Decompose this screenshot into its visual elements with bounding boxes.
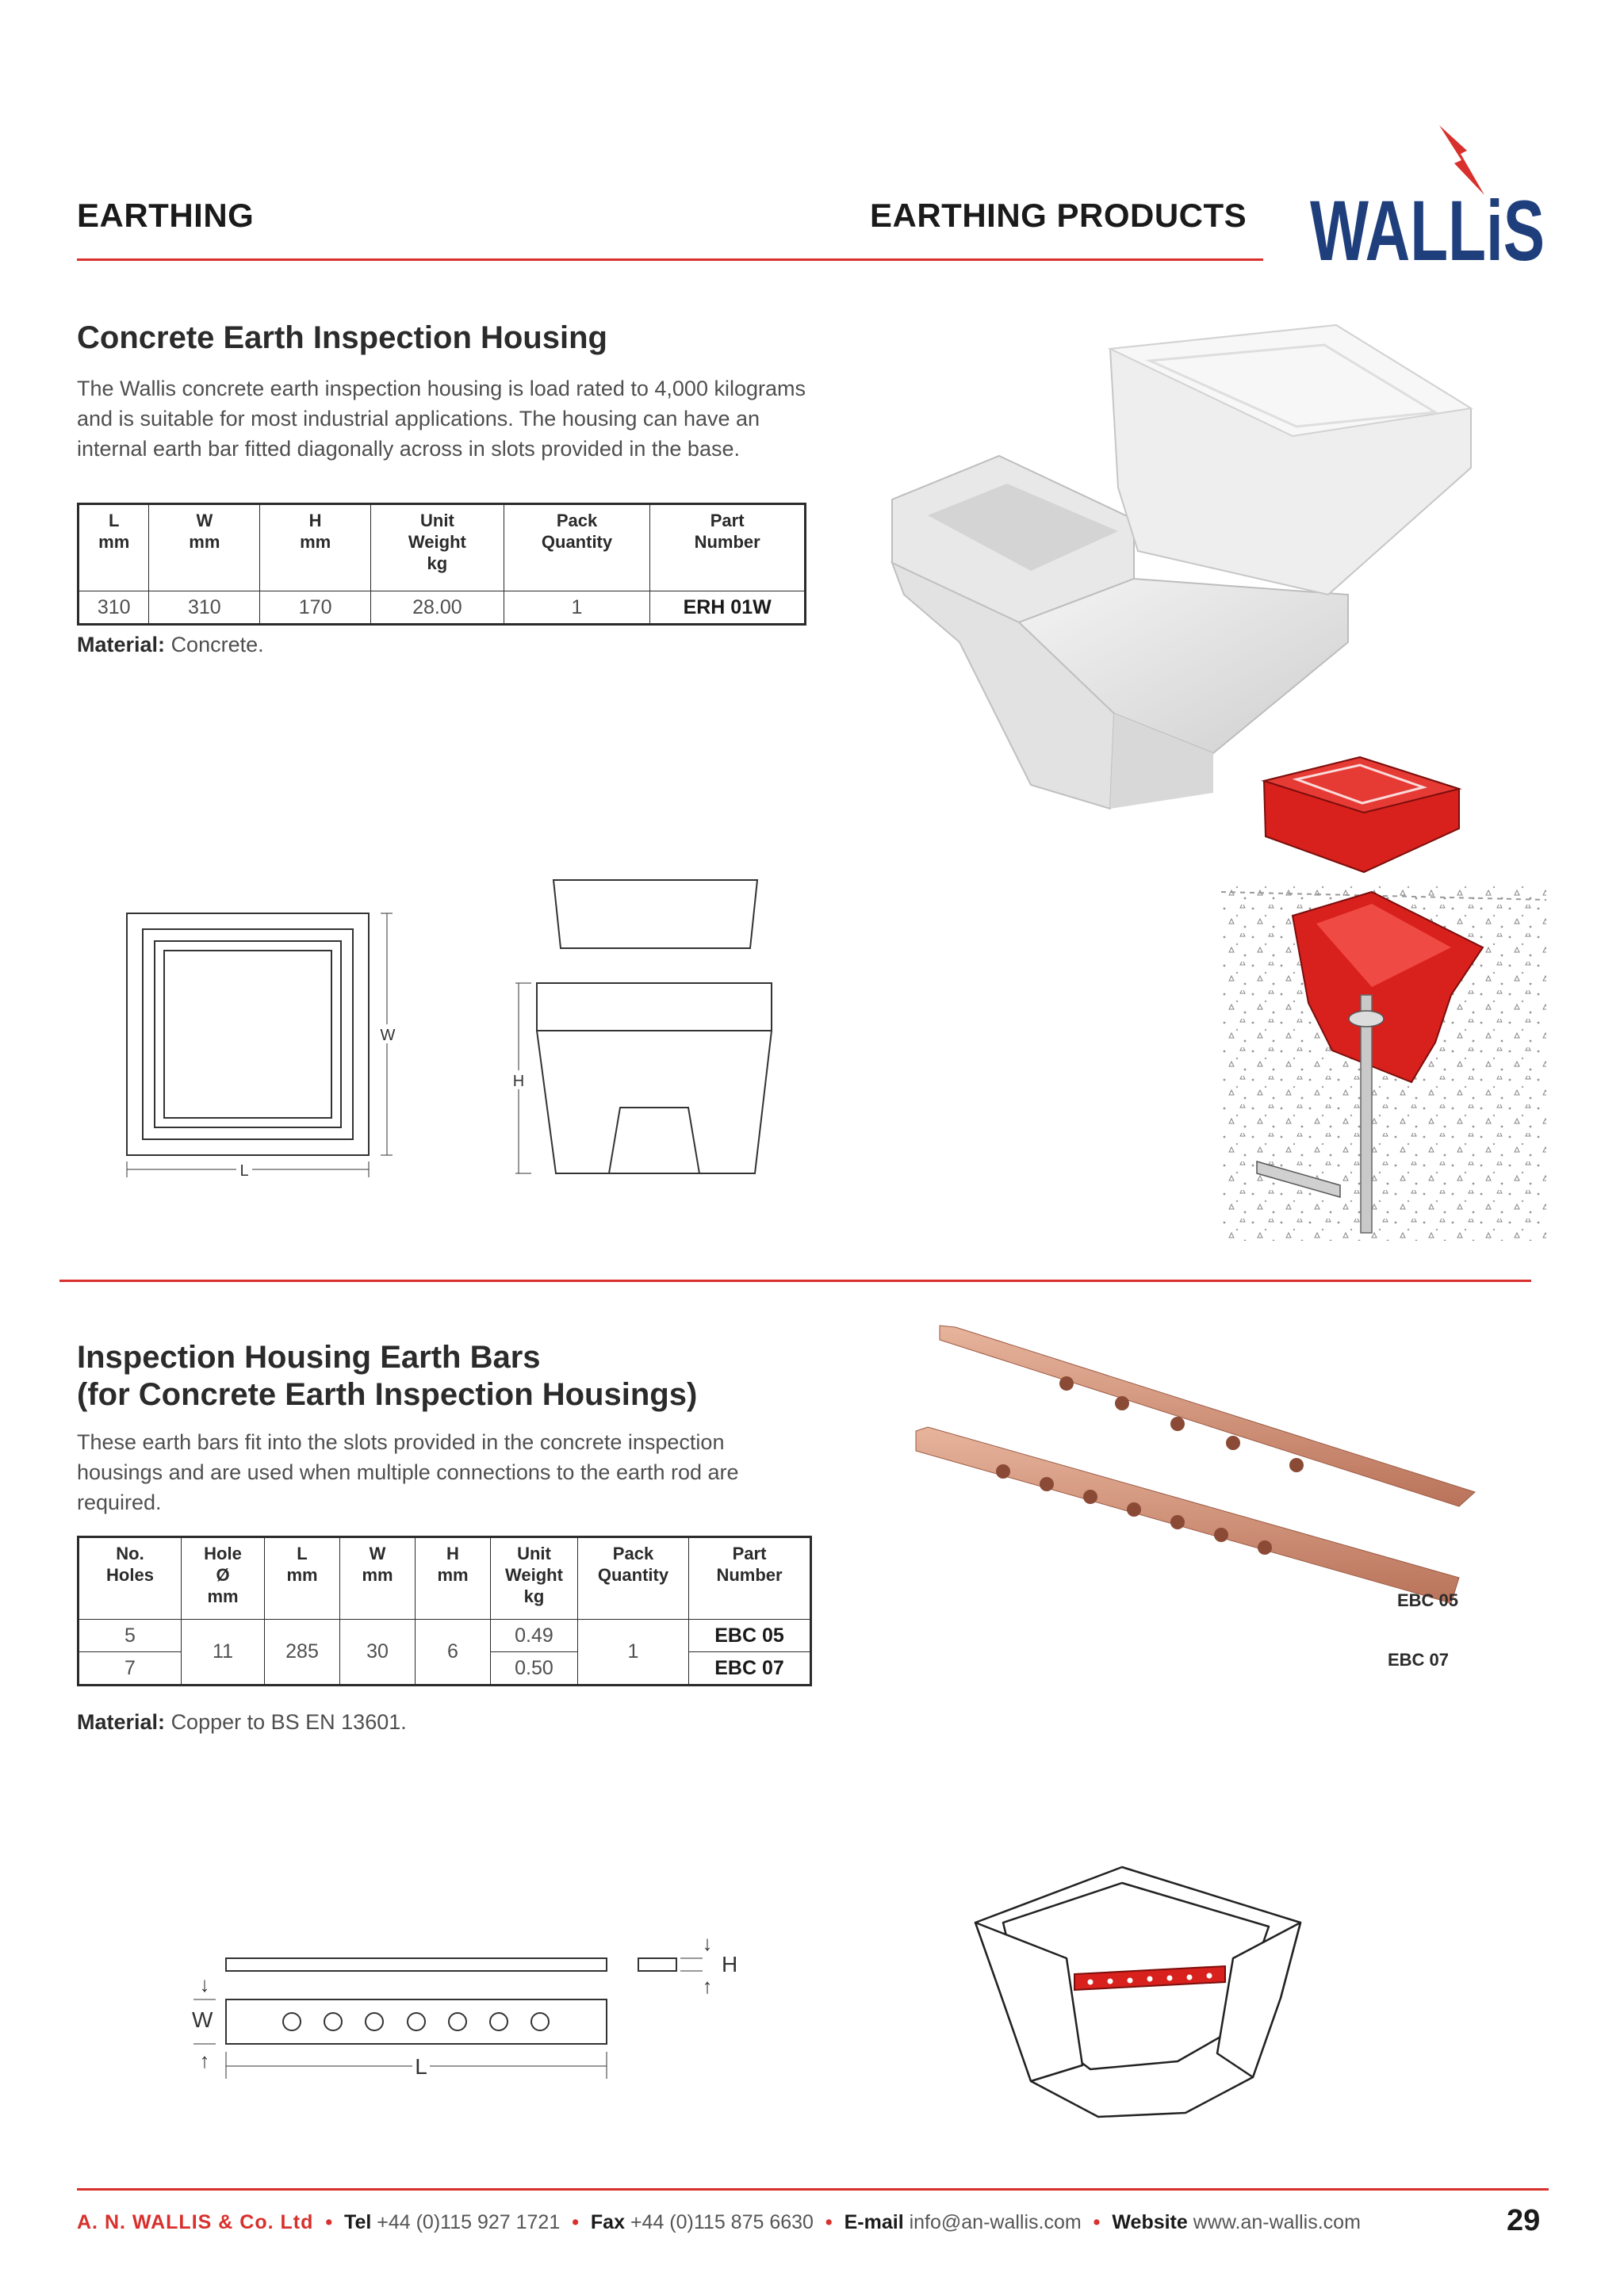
dim-label-h: H — [512, 1073, 525, 1090]
section-title-line1: Inspection Housing Earth Bars — [77, 1340, 541, 1375]
fax-value: +44 (0)115 875 6630 — [630, 2211, 814, 2233]
dim-label-l: L — [415, 2054, 427, 2079]
cell-part-number: ERH 01W — [650, 591, 806, 625]
col-header-h: H mm — [416, 1537, 491, 1620]
dim-label-l: L — [239, 1162, 249, 1180]
section-description: These earth bars fit into the slots provided in the concrete inspection housings and are used when multiple connections to the earth rod are required. — [77, 1430, 739, 1514]
cell-pack: 1 — [578, 1620, 689, 1686]
col-header-weight: Unit Weight kg — [491, 1537, 578, 1620]
cell-weight: 0.50 — [491, 1652, 578, 1686]
cell-holes: 7 — [79, 1652, 182, 1686]
cell-w: 30 — [340, 1620, 416, 1686]
arrow-down-icon: ↓ — [702, 1931, 713, 1955]
earth-bar-drawing — [174, 1927, 761, 2101]
photo-label-ebc07: EBC 07 — [1388, 1650, 1450, 1670]
page-number: 29 — [1507, 2204, 1541, 2237]
col-header-hole-diameter: Hole Ø mm — [182, 1537, 265, 1620]
footer-divider — [77, 2188, 1549, 2191]
housing-with-bar-illustration — [971, 1863, 1312, 2125]
spec-table — [77, 1536, 812, 1686]
cell-part-number: EBC 05 — [689, 1620, 811, 1652]
col-header-l: L mm — [98, 511, 130, 552]
cell-l: 285 — [265, 1620, 340, 1686]
cell-pack: 1 — [504, 591, 650, 625]
logo-wordmark: WALLiS — [1310, 182, 1545, 278]
cell-weight: 28.00 — [371, 591, 504, 625]
header-divider — [77, 258, 1263, 261]
col-header-part: Part Number — [689, 1537, 811, 1620]
cell-h: 170 — [260, 591, 371, 625]
material-note — [77, 1710, 407, 1735]
cell-holes: 5 — [79, 1620, 182, 1652]
col-header-part: Part Number — [650, 504, 806, 591]
email-link[interactable]: info@an-wallis.com — [909, 2211, 1082, 2233]
dim-label-w: W — [192, 2007, 213, 2032]
section-title-line2: (for Concrete Earth Inspection Housings) — [77, 1377, 698, 1412]
cell-weight: 0.49 — [491, 1620, 578, 1652]
col-header-pack: Pack Quantity — [578, 1537, 689, 1620]
material-value: Concrete. — [170, 633, 264, 656]
cell-w: 310 — [149, 591, 260, 625]
fax-label: Fax — [590, 2211, 625, 2233]
col-header-h: H mm — [260, 504, 371, 591]
material-value: Copper to BS EN 13601. — [170, 1710, 407, 1734]
housing-top-view-drawing — [119, 904, 420, 1189]
arrow-up-icon: ↑ — [702, 1974, 713, 1998]
col-header-weight: Unit Weight kg — [371, 504, 504, 591]
wallis-logo — [1308, 119, 1554, 278]
housing-side-view-drawing — [500, 872, 801, 1181]
col-header-w: W mm — [149, 504, 260, 591]
arrow-up-icon: ↑ — [199, 2049, 210, 2072]
section-header-left: EARTHING — [77, 197, 255, 234]
cell-hole-diameter: 11 — [182, 1620, 265, 1686]
material-label: Material: — [77, 633, 166, 656]
arrow-down-icon: ↓ — [199, 1973, 210, 1996]
company-name: A. N. WALLIS & Co. Ltd — [77, 2211, 314, 2233]
section-divider — [59, 1280, 1531, 1282]
cell-part-number: EBC 07 — [689, 1652, 811, 1686]
material-note — [77, 633, 264, 657]
cell-l: 310 — [79, 591, 149, 625]
email-label: E-mail — [844, 2211, 904, 2233]
table-header-row — [79, 1537, 811, 1620]
website-label: Website — [1112, 2211, 1188, 2233]
material-label: Material: — [77, 1710, 166, 1734]
dim-label-w: W — [380, 1027, 396, 1044]
dim-label-h: H — [722, 1952, 738, 1976]
housing-installation-illustration — [1221, 733, 1546, 1241]
section-header-right: EARTHING PRODUCTS — [870, 197, 1247, 234]
col-header-l: L mm — [265, 1537, 340, 1620]
table-header-row — [79, 504, 806, 591]
footer-contact: A. N. WALLIS & Co. Ltd • Tel +44 (0)115 927 1721 • Fax +44 (0)115 875 6630 • E-mail info@an-wallis.com • Website www.an-wallis.com — [77, 2211, 1361, 2233]
table-row — [79, 1620, 811, 1652]
earth-bars-photo — [912, 1316, 1467, 1689]
section-description: The Wallis concrete earth inspection housing is load rated to 4,000 kilograms and is suitable for most industrial applications. The housing can have an internal earth bar fitted diagonally across in slots provided in the base. — [77, 377, 806, 461]
tel-label: Tel — [344, 2211, 372, 2233]
col-header-w: W mm — [340, 1537, 416, 1620]
section-title: Concrete Earth Inspection Housing — [77, 320, 607, 355]
spec-table — [77, 503, 806, 626]
table-row — [79, 591, 806, 625]
tel-value: +44 (0)115 927 1721 — [377, 2211, 561, 2233]
col-header-pack: Pack Quantity — [504, 504, 650, 591]
photo-label-ebc05: EBC 05 — [1397, 1590, 1459, 1610]
cell-h: 6 — [416, 1620, 491, 1686]
col-header-holes: No. Holes — [106, 1544, 154, 1585]
website-link[interactable]: www.an-wallis.com — [1193, 2211, 1361, 2233]
